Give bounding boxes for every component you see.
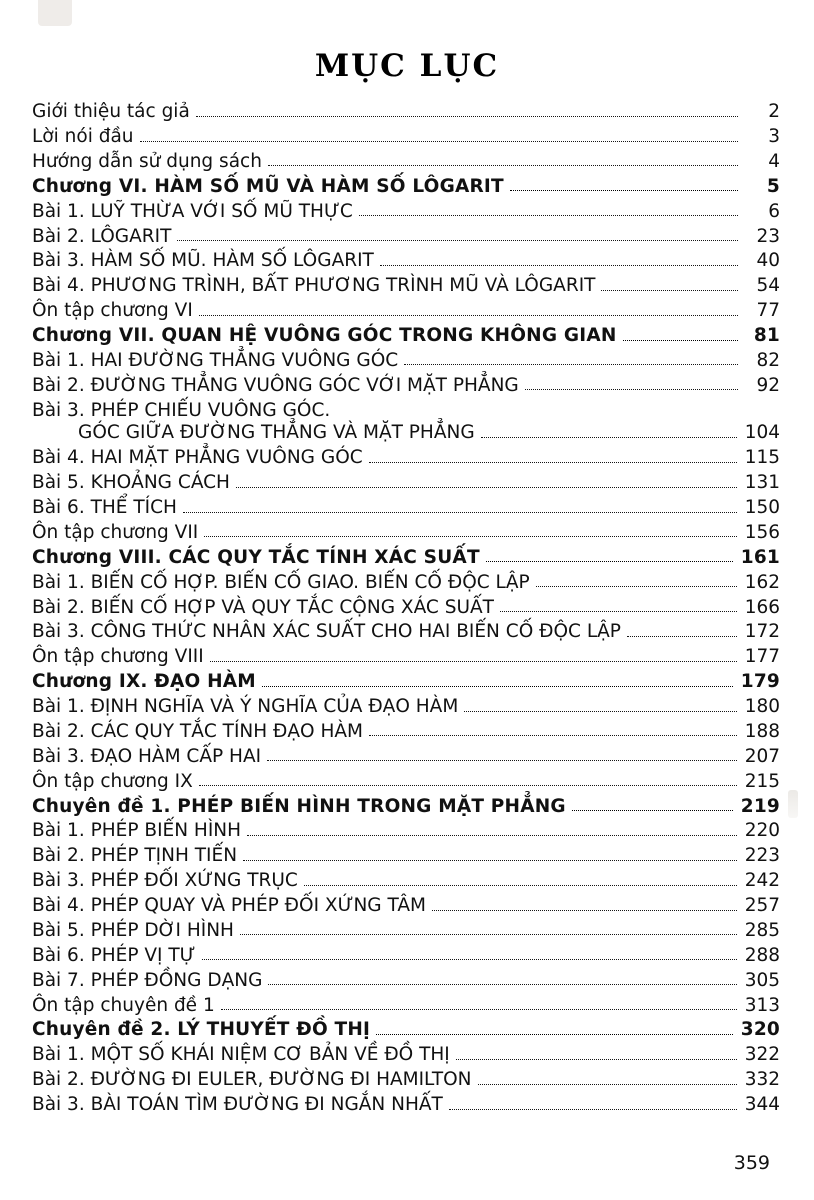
toc-entry-label: Bài 3. PHÉP CHIẾU VUÔNG GÓC. bbox=[32, 399, 331, 421]
toc-leader-dots bbox=[177, 240, 738, 241]
toc-leader-dots bbox=[572, 810, 733, 811]
toc-entry-label: Ôn tập chương VI bbox=[32, 300, 193, 322]
toc-leader-dots bbox=[359, 215, 738, 216]
toc-entry-row[interactable] bbox=[32, 1043, 780, 1068]
toc-leader-dots bbox=[486, 561, 733, 562]
toc-leader-dots bbox=[304, 885, 737, 886]
toc-leader-dots bbox=[500, 611, 737, 612]
toc-entry-label: Bài 3. HÀM SỐ MŨ. HÀM SỐ LÔGARIT bbox=[32, 250, 374, 272]
toc-entry-label: Bài 1. LUỸ THỪA VỚI SỐ MŨ THỰC bbox=[32, 200, 353, 222]
toc-entry-label: Bài 5. KHOẢNG CÁCH bbox=[32, 472, 230, 494]
toc-leader-dots bbox=[236, 487, 737, 488]
toc-leader-dots bbox=[380, 265, 738, 266]
toc-entry-label: Bài 3. PHÉP ĐỐI XỨNG TRỤC bbox=[32, 870, 298, 892]
toc-entry-row[interactable] bbox=[32, 844, 780, 869]
toc-entry-label: Bài 1. MỘT SỐ KHÁI NIỆM CƠ BẢN VỀ ĐỒ THỊ bbox=[32, 1044, 450, 1066]
toc-entry-page-number: 220 bbox=[744, 820, 780, 842]
toc-entry-row[interactable] bbox=[32, 446, 780, 471]
toc-entry-label: Bài 4. PHƯƠNG TRÌNH, BẤT PHƯƠNG TRÌNH MŨ VÀ LÔGARIT bbox=[32, 275, 596, 297]
toc-entry-page-number: 313 bbox=[744, 994, 780, 1016]
toc-entry-row[interactable] bbox=[32, 224, 780, 249]
toc-leader-dots bbox=[510, 190, 738, 191]
toc-entry-page-number: 332 bbox=[744, 1069, 780, 1091]
toc-entry-page-number: 131 bbox=[744, 472, 780, 494]
toc-leader-dots bbox=[449, 1109, 737, 1110]
toc-entry-row[interactable] bbox=[32, 100, 780, 125]
page-corner-mark bbox=[38, 0, 72, 26]
toc-leader-dots bbox=[268, 165, 738, 166]
toc-entry-row[interactable] bbox=[32, 521, 780, 546]
toc-leader-dots bbox=[243, 860, 737, 861]
toc-entry-row[interactable] bbox=[32, 423, 780, 446]
toc-leader-dots bbox=[404, 364, 738, 365]
toc-entry-label: Ôn tập chương IX bbox=[32, 770, 193, 792]
toc-entry-label: Ôn tập chương VII bbox=[32, 521, 199, 543]
toc-entry-row[interactable] bbox=[32, 349, 780, 374]
toc-leader-dots bbox=[369, 462, 737, 463]
toc-entry-row[interactable] bbox=[32, 968, 780, 993]
toc-entry-page-number: 5 bbox=[766, 175, 780, 197]
toc-entry-page-number: 23 bbox=[756, 225, 780, 247]
toc-entry-label: Bài 1. BIẾN CỐ HỢP. BIẾN CỐ GIAO. BIẾN CỐ ĐỘC LẬP bbox=[32, 571, 530, 593]
toc-entry-page-number: 285 bbox=[744, 919, 780, 941]
toc-entry-label: Bài 7. PHÉP ĐỒNG DẠNG bbox=[32, 969, 263, 991]
toc-entry-label: Bài 2. LÔGARIT bbox=[32, 225, 172, 247]
toc-leader-dots bbox=[268, 984, 736, 985]
toc-entry-row[interactable] bbox=[32, 1068, 780, 1093]
toc-entry-label: Bài 2. ĐƯỜNG ĐI EULER, ĐƯỜNG ĐI HAMILTON bbox=[32, 1069, 472, 1091]
toc-entry-row[interactable] bbox=[32, 249, 780, 274]
toc-entry-label: Chương VII. QUAN HỆ VUÔNG GÓC TRONG KHÔNG GIAN bbox=[32, 325, 617, 347]
toc-leader-dots bbox=[601, 290, 738, 291]
toc-entry-row[interactable] bbox=[32, 869, 780, 894]
toc-entry-page-number: 242 bbox=[744, 870, 780, 892]
toc-leader-dots bbox=[199, 315, 738, 316]
toc-leader-dots bbox=[456, 1059, 737, 1060]
toc-entry-page-number: 54 bbox=[756, 275, 780, 297]
toc-entry-label: Bài 6. PHÉP VỊ TỰ bbox=[32, 944, 196, 966]
toc-entry-row[interactable] bbox=[32, 595, 780, 620]
toc-entry-row[interactable] bbox=[32, 819, 780, 844]
toc-leader-dots bbox=[623, 340, 738, 341]
toc-leader-dots bbox=[204, 536, 736, 537]
toc-leader-dots bbox=[202, 959, 737, 960]
toc-entry-label: Bài 2. CÁC QUY TẮC TÍNH ĐẠO HÀM bbox=[32, 720, 364, 742]
toc-entry-label: Hướng dẫn sử dụng sách bbox=[32, 150, 262, 172]
page-edge-mark bbox=[788, 790, 798, 818]
toc-leader-dots bbox=[262, 686, 733, 687]
toc-entry-label: GÓC GIỮA ĐƯỜNG THẲNG VÀ MẶT PHẲNG bbox=[78, 422, 475, 444]
toc-entry-row[interactable] bbox=[32, 125, 780, 150]
toc-entry-page-number: 3 bbox=[768, 126, 780, 148]
footer-page-number: 359 bbox=[733, 1152, 770, 1174]
toc-leader-dots bbox=[267, 760, 737, 761]
toc-entry-label: Bài 2. ĐƯỜNG THẲNG VUÔNG GÓC VỚI MẶT PHẲNG bbox=[32, 374, 519, 396]
toc-entry-page-number: 305 bbox=[744, 969, 780, 991]
toc-entry-row[interactable] bbox=[32, 944, 780, 969]
toc-entry-label: Bài 4. PHÉP QUAY VÀ PHÉP ĐỐI XỨNG TÂM bbox=[32, 895, 426, 916]
toc-entry-row[interactable] bbox=[32, 274, 780, 299]
toc-entry-page-number: 344 bbox=[744, 1094, 780, 1115]
toc-entry-label: Chuyên đề 2. LÝ THUYẾT ĐỒ THỊ bbox=[32, 1019, 371, 1041]
toc-entry-page-number: 161 bbox=[740, 546, 780, 568]
toc-chapter-row[interactable] bbox=[32, 670, 780, 695]
toc-entry-label: Ôn tập chuyên đề 1 bbox=[32, 994, 215, 1016]
toc-entry-row[interactable] bbox=[32, 471, 780, 496]
toc-entry-page-number: 115 bbox=[744, 447, 780, 469]
toc-entry-label: Giới thiệu tác giả bbox=[32, 101, 190, 123]
toc-entry-row[interactable] bbox=[32, 570, 780, 595]
toc-leader-dots bbox=[221, 1009, 737, 1010]
toc-entry-label: Chương IX. ĐẠO HÀM bbox=[32, 671, 256, 693]
toc-entry-label: Chương VI. HÀM SỐ MŨ VÀ HÀM SỐ LÔGARIT bbox=[32, 175, 504, 197]
toc-entry-page-number: 77 bbox=[756, 300, 780, 322]
toc-entry-label: Chương VIII. CÁC QUY TẮC TÍNH XÁC SUẤT bbox=[32, 546, 480, 568]
toc-chapter-row[interactable] bbox=[32, 175, 780, 200]
toc-leader-dots bbox=[464, 711, 736, 712]
toc-entry-page-number: 257 bbox=[744, 895, 780, 916]
toc-entry-row[interactable] bbox=[32, 894, 780, 919]
toc-entry-label: Ôn tập chương VIII bbox=[32, 646, 204, 668]
toc-entry-page-number: 4 bbox=[768, 150, 780, 172]
toc-entry-label: Bài 1. HAI ĐƯỜNG THẲNG VUÔNG GÓC bbox=[32, 349, 399, 371]
toc-entry-page-number: 177 bbox=[744, 646, 780, 668]
toc-entry-page-number: 188 bbox=[744, 720, 780, 742]
toc-entry-label: Bài 1. ĐỊNH NGHĨA VÀ Ý NGHĨA CỦA ĐẠO HÀM bbox=[32, 696, 459, 717]
page-title: MỤC LỤC bbox=[314, 48, 500, 84]
toc-entry-row[interactable] bbox=[32, 200, 780, 225]
toc-entry-page-number: 180 bbox=[744, 696, 780, 717]
toc-entry-row[interactable] bbox=[32, 695, 780, 720]
toc-entry-row[interactable] bbox=[32, 399, 780, 424]
table-of-contents bbox=[12, 100, 802, 1118]
toc-entry-page-number: 150 bbox=[744, 497, 780, 518]
toc-leader-dots bbox=[196, 116, 738, 117]
toc-entry-page-number: 320 bbox=[740, 1019, 780, 1041]
toc-entry-label: Chuyên đề 1. PHÉP BIẾN HÌNH TRONG MẶT PHẲNG bbox=[32, 795, 566, 817]
toc-entry-page-number: 166 bbox=[744, 596, 780, 618]
toc-entry-label: Bài 3. ĐẠO HÀM CẤP HAI bbox=[32, 745, 262, 767]
toc-entry-row[interactable] bbox=[32, 993, 780, 1018]
toc-entry-page-number: 179 bbox=[740, 671, 780, 693]
toc-leader-dots bbox=[247, 835, 737, 836]
toc-entry-row[interactable] bbox=[32, 150, 780, 175]
toc-entry-row[interactable] bbox=[32, 299, 780, 324]
toc-entry-page-number: 207 bbox=[744, 745, 780, 767]
toc-entry-label: Bài 3. CÔNG THỨC NHÂN XÁC SUẤT CHO HAI BIẾN CỐ ĐỘC LẬP bbox=[32, 621, 621, 643]
toc-entry-page-number: 40 bbox=[756, 250, 780, 272]
toc-leader-dots bbox=[525, 389, 738, 390]
toc-leader-dots bbox=[199, 785, 737, 786]
toc-entry-row[interactable] bbox=[32, 919, 780, 944]
toc-entry-label: Bài 2. PHÉP TỊNH TIẾN bbox=[32, 845, 238, 867]
toc-entry-page-number: 322 bbox=[744, 1044, 780, 1066]
toc-entry-page-number: 162 bbox=[744, 571, 780, 593]
toc-entry-label: Bài 6. THỂ TÍCH bbox=[32, 497, 177, 518]
toc-entry-label: Bài 4. HAI MẶT PHẲNG VUÔNG GÓC bbox=[32, 447, 363, 469]
toc-entry-label: Bài 2. BIẾN CỐ HỢP VÀ QUY TẮC CỘNG XÁC SUẤT bbox=[32, 596, 494, 618]
toc-chapter-row[interactable] bbox=[32, 794, 780, 819]
toc-entry-page-number: 219 bbox=[740, 795, 780, 817]
toc-entry-label: Bài 3. BÀI TOÁN TÌM ĐƯỜNG ĐI NGẮN NHẤT bbox=[32, 1094, 443, 1115]
toc-entry-page-number: 223 bbox=[744, 845, 780, 867]
toc-entry-page-number: 82 bbox=[756, 349, 780, 371]
toc-entry-page-number: 215 bbox=[744, 770, 780, 792]
toc-entry-row[interactable] bbox=[32, 745, 780, 770]
toc-entry-row[interactable] bbox=[32, 645, 780, 670]
toc-leader-dots bbox=[183, 512, 737, 513]
toc-leader-dots bbox=[536, 586, 737, 587]
toc-entry-page-number: 156 bbox=[744, 521, 780, 543]
toc-entry-page-number: 172 bbox=[744, 621, 780, 643]
toc-leader-dots bbox=[432, 910, 737, 911]
toc-leader-dots bbox=[210, 661, 737, 662]
toc-entry-page-number: 92 bbox=[756, 374, 780, 396]
toc-leader-dots bbox=[478, 1084, 737, 1085]
toc-entry-label: Lời nói đầu bbox=[32, 126, 134, 148]
toc-entry-page-number: 81 bbox=[753, 325, 780, 347]
toc-entry-page-number: 104 bbox=[744, 422, 780, 444]
toc-entry-page-number: 288 bbox=[744, 944, 780, 966]
toc-entry-label: Bài 1. PHÉP BIẾN HÌNH bbox=[32, 820, 242, 842]
toc-leader-dots bbox=[627, 636, 737, 637]
toc-chapter-row[interactable] bbox=[32, 1018, 780, 1043]
toc-chapter-row[interactable] bbox=[32, 546, 780, 571]
toc-leader-dots bbox=[140, 141, 738, 142]
toc-entry-page-number: 6 bbox=[768, 200, 780, 222]
toc-leader-dots bbox=[481, 437, 737, 438]
toc-chapter-row[interactable] bbox=[32, 324, 780, 349]
toc-entry-row[interactable] bbox=[32, 720, 780, 745]
toc-leader-dots bbox=[369, 735, 737, 736]
toc-leader-dots bbox=[376, 1034, 733, 1035]
toc-entry-page-number: 2 bbox=[768, 101, 780, 123]
toc-entry-row[interactable] bbox=[32, 769, 780, 794]
toc-entry-row[interactable] bbox=[32, 496, 780, 521]
toc-entry-row[interactable] bbox=[32, 374, 780, 399]
toc-entry-row[interactable] bbox=[32, 620, 780, 645]
toc-entry-label: Bài 5. PHÉP DỜI HÌNH bbox=[32, 919, 234, 941]
toc-leader-dots bbox=[240, 934, 737, 935]
toc-entry-row[interactable] bbox=[32, 1093, 780, 1118]
